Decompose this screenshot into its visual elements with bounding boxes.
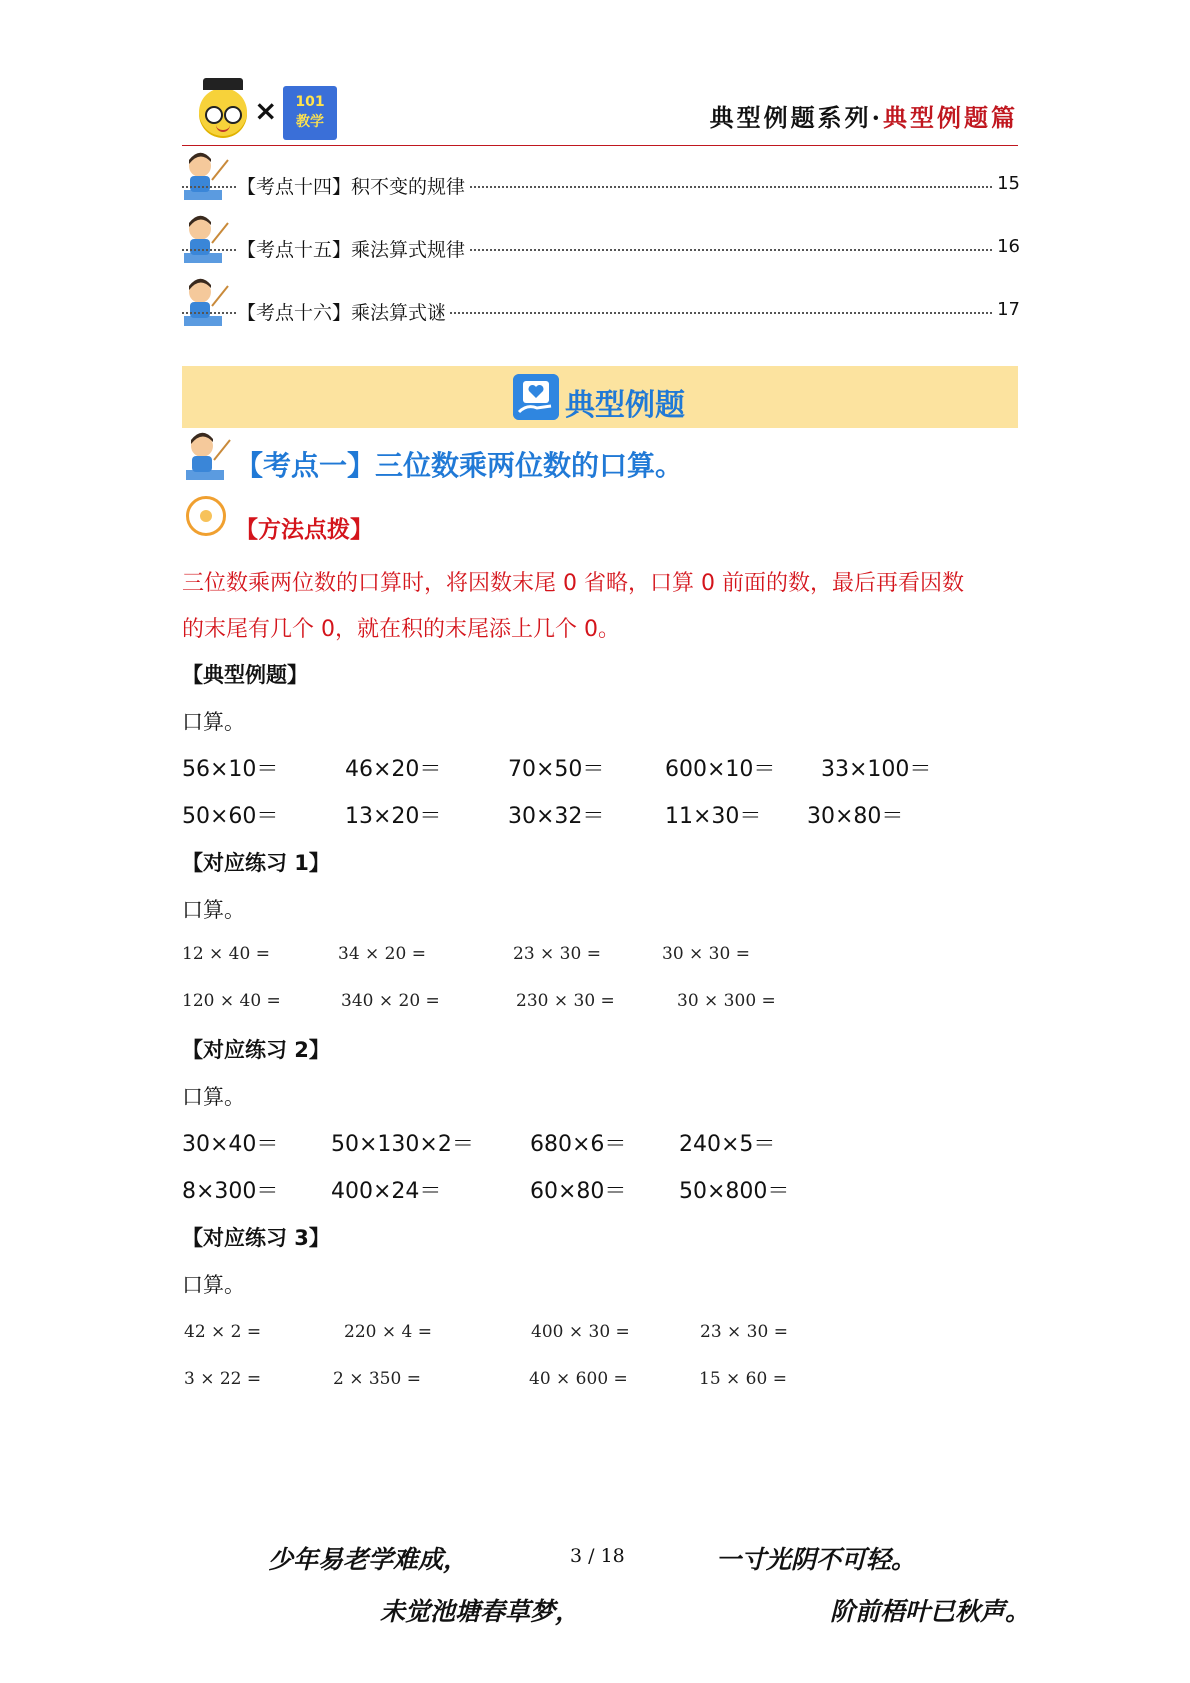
toc-item[interactable] xyxy=(182,215,1020,263)
example-instruction: 口算。 xyxy=(182,710,245,734)
practice1-equation: 30 × 300 = xyxy=(677,991,776,1011)
brand-101-logo: 101 教学 xyxy=(283,86,337,140)
footer-poem-line: 少年易老学难成， xyxy=(268,1545,469,1574)
toc-item[interactable] xyxy=(182,152,1020,200)
toc-page: 15 xyxy=(993,173,1020,194)
toc-page: 17 xyxy=(993,299,1020,320)
practice3-equation: 40 × 600 = xyxy=(529,1369,628,1389)
practice2-equation: 8×300＝ xyxy=(182,1179,279,1204)
example-heading: 【典型例题】 xyxy=(182,663,308,687)
lightbulb-icon xyxy=(186,496,226,536)
practice3-equation: 400 × 30 = xyxy=(531,1322,630,1342)
method-text-line2: 的末尾有几个 0，就在积的末尾添上几个 0。 xyxy=(182,617,620,642)
practice3-instruction: 口算。 xyxy=(182,1273,245,1297)
practice1-equation: 12 × 40 = xyxy=(182,944,270,964)
times-sign: × xyxy=(254,94,278,127)
heart-hand-icon xyxy=(513,374,559,420)
example-equation: 30×32＝ xyxy=(508,804,605,829)
practice3-equation: 220 × 4 = xyxy=(344,1322,432,1342)
method-text-line1: 三位数乘两位数的口算时，将因数末尾 0 省略，口算 0 前面的数，最后再看因数 xyxy=(182,571,964,596)
footer-poem-line: 未觉池塘春草梦， xyxy=(380,1597,581,1626)
owl-logo-icon xyxy=(199,88,247,136)
practice3-equation: 15 × 60 = xyxy=(699,1369,787,1389)
toc-page: 16 xyxy=(993,236,1020,257)
example-equation: 30×80＝ xyxy=(807,804,904,829)
example-equation: 46×20＝ xyxy=(345,757,442,782)
practice2-equation: 50×800＝ xyxy=(679,1179,790,1204)
example-equation: 33×100＝ xyxy=(821,757,932,782)
student-icon xyxy=(182,278,232,330)
kaodian-title: 【考点一】三位数乘两位数的口算。 xyxy=(235,449,684,482)
practice1-equation: 34 × 20 = xyxy=(338,944,426,964)
toc-label: 【考点十五】乘法算式规律 xyxy=(237,235,469,262)
practice2-equation: 240×5＝ xyxy=(679,1132,776,1157)
toc-label: 【考点十四】积不变的规律 xyxy=(237,172,469,199)
page-number: 3 / 18 xyxy=(570,1545,625,1567)
practice1-equation: 230 × 30 = xyxy=(516,991,615,1011)
header-title: 典型例题系列·典型例题篇 xyxy=(709,103,1018,132)
toc-label: 【考点十六】乘法算式谜 xyxy=(237,298,450,325)
example-equation: 600×10＝ xyxy=(665,757,776,782)
example-equation: 13×20＝ xyxy=(345,804,442,829)
practice3-equation: 42 × 2 = xyxy=(184,1322,262,1342)
student-icon xyxy=(182,152,232,204)
practice1-instruction: 口算。 xyxy=(182,898,245,922)
practice2-heading: 【对应练习 2】 xyxy=(182,1038,330,1062)
practice1-equation: 23 × 30 = xyxy=(513,944,601,964)
practice2-equation: 680×6＝ xyxy=(530,1132,627,1157)
student-icon xyxy=(182,215,232,267)
toc-item[interactable] xyxy=(182,278,1020,326)
practice2-equation: 60×80＝ xyxy=(530,1179,627,1204)
example-equation: 70×50＝ xyxy=(508,757,605,782)
practice2-equation: 30×40＝ xyxy=(182,1132,279,1157)
example-equation: 56×10＝ xyxy=(182,757,279,782)
practice2-equation: 50×130×2＝ xyxy=(331,1132,474,1157)
example-equation: 50×60＝ xyxy=(182,804,279,829)
practice3-heading: 【对应练习 3】 xyxy=(182,1226,330,1250)
student-icon xyxy=(184,432,234,484)
example-equation: 11×30＝ xyxy=(665,804,762,829)
practice1-heading: 【对应练习 1】 xyxy=(182,851,330,875)
header-divider xyxy=(182,145,1018,146)
footer-poem-line: 阶前梧叶已秋声。 xyxy=(830,1597,1031,1626)
footer-poem-line: 一寸光阴不可轻。 xyxy=(716,1545,917,1574)
banner-title: 典型例题 xyxy=(565,388,685,423)
practice1-equation: 120 × 40 = xyxy=(182,991,281,1011)
practice1-equation: 340 × 20 = xyxy=(341,991,440,1011)
method-title: 【方法点拨】 xyxy=(235,517,373,543)
practice3-equation: 23 × 30 = xyxy=(700,1322,788,1342)
practice2-instruction: 口算。 xyxy=(182,1085,245,1109)
practice3-equation: 3 × 22 = xyxy=(184,1369,262,1389)
practice2-equation: 400×24＝ xyxy=(331,1179,442,1204)
practice3-equation: 2 × 350 = xyxy=(333,1369,421,1389)
practice1-equation: 30 × 30 = xyxy=(662,944,750,964)
